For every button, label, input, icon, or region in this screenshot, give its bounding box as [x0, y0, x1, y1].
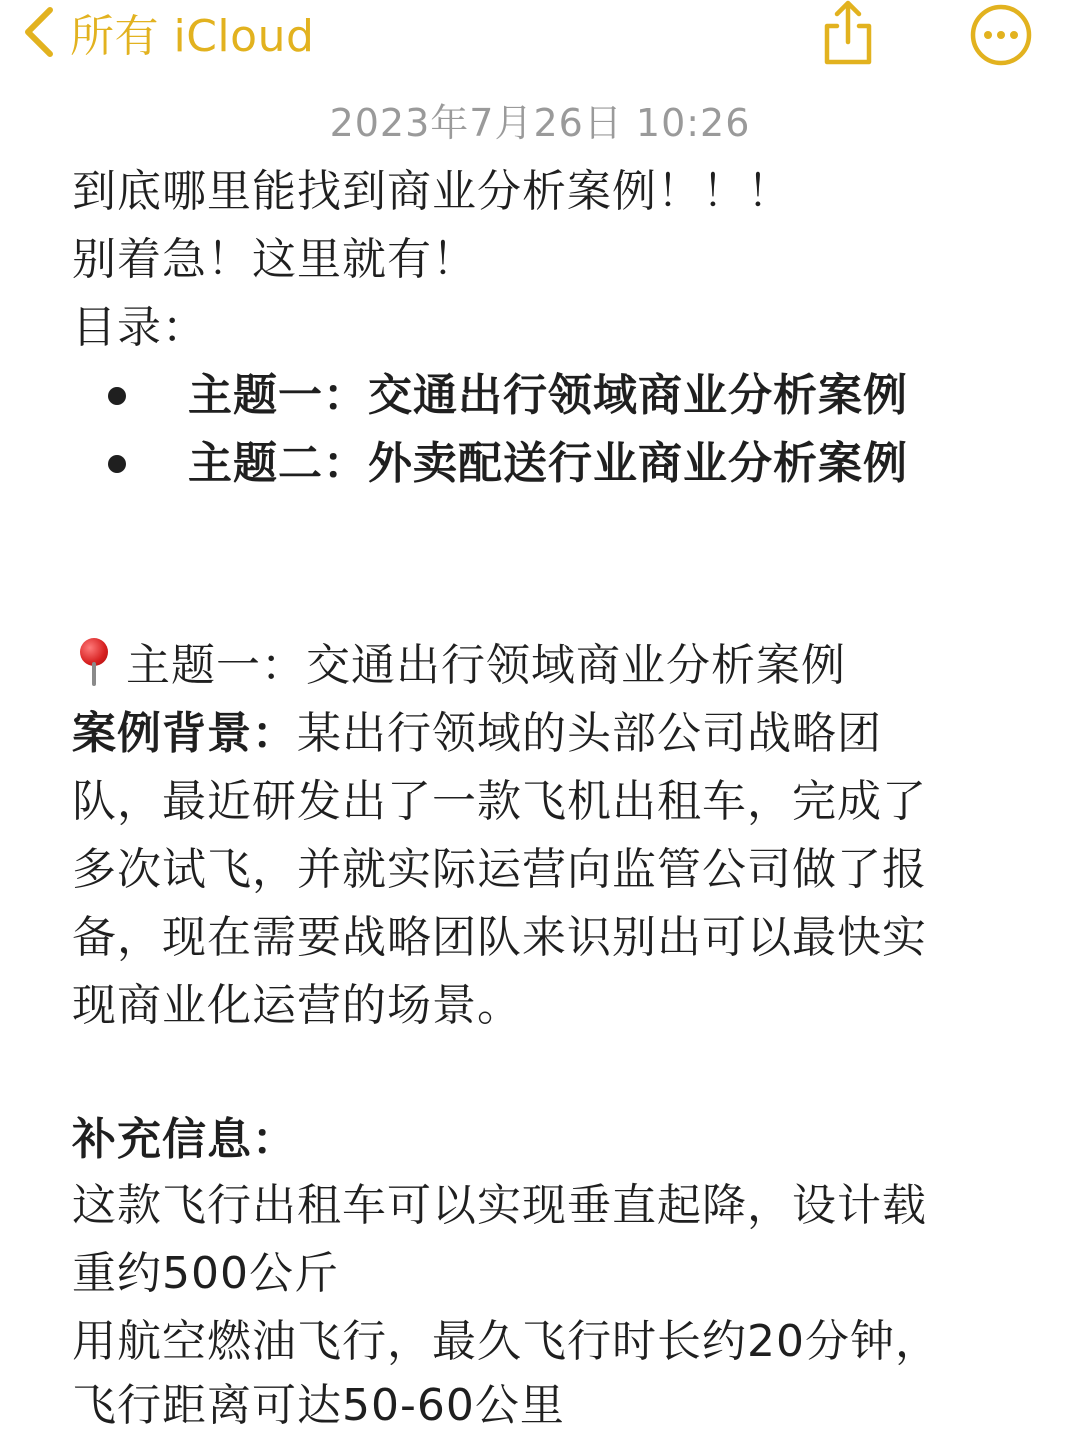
intro-line: 到底哪里能找到商业分析案例！！！ [72, 166, 792, 217]
background-line [72, 700, 882, 768]
intro-line: 别着急！这里就有！ [72, 234, 477, 285]
supplement-line: 飞行距离可达50-60公里 [72, 1380, 565, 1431]
back-button-label: 所有 iCloud [70, 11, 315, 62]
back-button[interactable] [20, 4, 314, 60]
share-icon [815, 51, 881, 70]
toc-item-label: 主题二：外卖配送行业商业分析案例 [188, 438, 908, 489]
note-date: 2023年7月26日 10:26 [329, 101, 751, 145]
toc-label: 目录： [72, 302, 207, 353]
background-text: 某出行领域的头部公司战略团 [297, 708, 882, 759]
background-line: 多次试飞，并就实际运营向监管公司做了报 [72, 844, 927, 895]
supplement-line: 用航空燃油飞行，最久飞行时长约20分钟， [72, 1316, 940, 1367]
background-line: 队，最近研发出了一款飞机出租车，完成了 [72, 776, 927, 827]
bullet-icon [108, 455, 126, 473]
share-button[interactable] [815, 0, 881, 66]
supplement-label: 补充信息： [72, 1114, 297, 1165]
background-line: 备，现在需要战略团队来识别出可以最快实 [72, 912, 927, 963]
ellipsis-circle-icon [968, 53, 1034, 72]
round-pushpin-icon [72, 634, 116, 690]
section-heading [72, 632, 846, 700]
more-button[interactable] [968, 2, 1034, 68]
background-line: 现商业化运营的场景。 [72, 980, 522, 1031]
toc-item[interactable] [100, 362, 908, 430]
supplement-line: 重约500公斤 [72, 1248, 339, 1299]
bullet-icon [108, 387, 126, 405]
chevron-left-icon [20, 4, 56, 60]
toc-item-label: 主题一：交通出行领域商业分析案例 [188, 370, 908, 421]
toc-item[interactable] [100, 430, 908, 498]
section-heading-text: 主题一：交通出行领域商业分析案例 [126, 640, 846, 691]
supplement-line: 这款飞行出租车可以实现垂直起降，设计载 [72, 1180, 927, 1231]
background-label: 案例背景： [72, 708, 297, 759]
navigation-bar [0, 0, 1080, 70]
